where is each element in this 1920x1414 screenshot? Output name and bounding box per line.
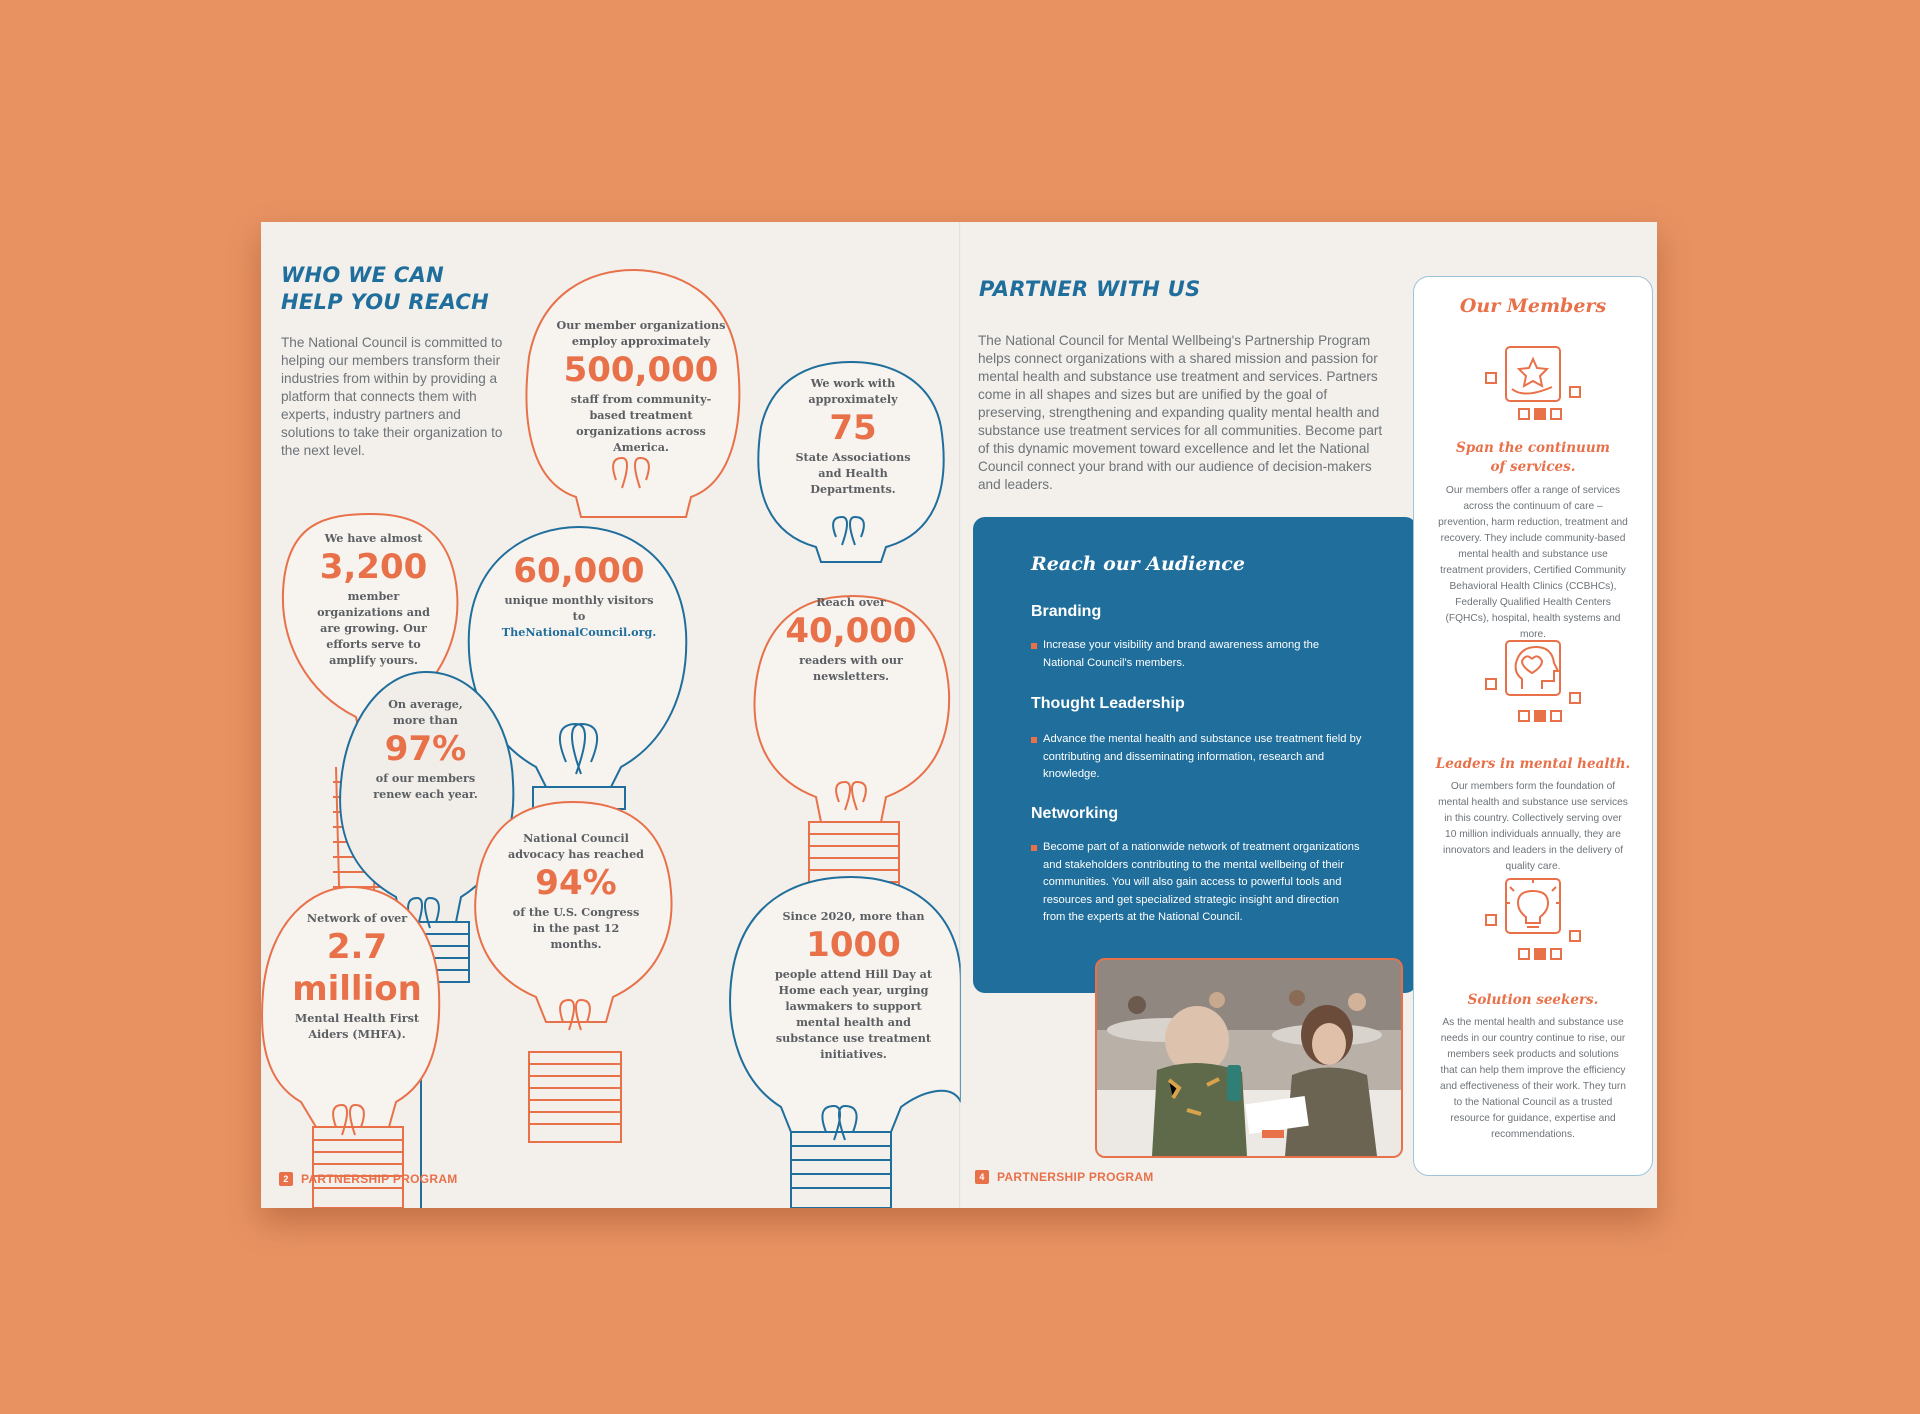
- page-number: 4: [975, 1170, 989, 1184]
- meeting-photo-illustration: [1097, 960, 1401, 1156]
- stat-500k: [556, 317, 726, 455]
- stat-post: of the U.S. Congress in the past 12 months.: [512, 905, 640, 951]
- member-text: Our members form the foundation of mental health and substance use services in this country. Collectively serving over 10 million individuals annually, they are innovators and leaders in the delivery of quality care.: [1438, 781, 1628, 872]
- event-photo: [1095, 958, 1403, 1158]
- panel-title: Reach our Audience: [1031, 553, 1245, 575]
- stat-value: 94%: [535, 863, 617, 903]
- bullet-text: Become part of a nationwide network of treatment organizations and stakeholders contributing to the mental wellbeing of their communities. You will also gain access to powerful tools and resources and get specialized strategic insight and direction from the experts at the National Council.: [1031, 839, 1363, 927]
- stat-75: [783, 375, 923, 497]
- stat-value: 1000: [806, 925, 901, 965]
- heading-line: WHO WE CAN: [281, 263, 444, 287]
- stat-value: 60,000: [513, 551, 645, 591]
- page-footer: [279, 1172, 458, 1186]
- stat-pre: Our member organizations employ approximately: [556, 318, 726, 348]
- stat-60k: [499, 550, 659, 640]
- stat-97: [373, 696, 478, 802]
- stat-post: readers with our newsletters.: [799, 653, 903, 683]
- partner-paragraph: The National Council for Mental Wellbeing's Partnership Program helps connect organizations with a shared mission and passion for mental health and substance use treatment and services. Partners come in all shapes and sizes but are unified by the goal of preserving, strengthening and expanding quality mental health and substance use treatment services for all communities. Become part of this dynamic movement toward excellence and let the National Council connect your brand with our audience of decision-makers and leaders.: [978, 333, 1383, 492]
- page-heading: [281, 262, 489, 316]
- intro-paragraph: The National Council is committed to helping our members transform their industries from within by providing a platform that connects them with experts, industry partners and solutions to take their organization to the next level.: [281, 335, 503, 458]
- page-footer: [975, 1170, 1154, 1184]
- stat-value: 75: [829, 408, 877, 448]
- stat-pre: We have almost: [324, 531, 423, 545]
- stat-pre: Network of over: [306, 911, 408, 925]
- section-heading: Thought Leadership: [1031, 695, 1185, 712]
- footer-label: PARTNERSHIP PROGRAM: [301, 1172, 458, 1186]
- bullet-text: Advance the mental health and substance use treatment field by contributing and disseminating information, research and knowledge.: [1031, 731, 1363, 784]
- bullet-text: Increase your visibility and brand awareness among the National Council's members.: [1031, 637, 1363, 672]
- footer-label: PARTNERSHIP PROGRAM: [997, 1170, 1154, 1184]
- stat-2-7m: [273, 910, 441, 1042]
- heading-line: Leaders in mental health.: [1435, 756, 1631, 772]
- stat-post: member organizations and are growing. Our efforts serve to amplify yours.: [317, 589, 430, 667]
- stat-post: Mental Health First Aiders (MHFA).: [294, 1011, 420, 1041]
- head-heart-icon: [1414, 639, 1652, 739]
- section-heading: Branding: [1031, 603, 1102, 620]
- member-heading: [1414, 991, 1652, 1010]
- left-page: [261, 222, 961, 1208]
- reach-audience-panel: [973, 517, 1417, 993]
- lightbulb-icon: [1414, 877, 1652, 977]
- page-heading: PARTNER WITH US: [979, 277, 1201, 301]
- stat-pre: Since 2020, more than: [782, 909, 925, 923]
- stat-pre: National Council advocacy has reached: [507, 831, 645, 861]
- stat-pre: On average, more than: [388, 697, 463, 727]
- stat-post: staff from community-based treatment organizations across America.: [570, 392, 712, 454]
- heading-line: Span the continuum: [1456, 440, 1610, 456]
- section-heading: Networking: [1031, 805, 1119, 822]
- heading-line: Solution seekers.: [1467, 992, 1599, 1008]
- right-page: [961, 222, 1657, 1208]
- hand-star-icon: [1414, 339, 1652, 439]
- our-members-panel: [1413, 276, 1653, 1176]
- stat-1000: [766, 908, 941, 1062]
- member-text: Our members offer a range of services across the continuum of care – prevention, harm reduction, treatment and recovery. They include community-based mental health and substance use treatment providers, Certified Community Behavioral Health Clinics (CCBHCs), Federally Qualified Health Centers (FQHCs), hospital, health systems and more.: [1438, 485, 1628, 640]
- stat-94: [506, 830, 646, 952]
- member-text: As the mental health and substance use needs in our country continue to rise, our members seek products and solutions that can help them improve the efficiency and effectiveness of their work. They turn to the National Council as a trusted resource for guidance, expertise and recommendations.: [1440, 1017, 1626, 1140]
- stat-pre: We work with approximately: [808, 376, 898, 406]
- stat-post: State Associations and Health Departments.: [795, 450, 911, 496]
- heading-line: HELP YOU REACH: [281, 290, 489, 314]
- panel-title: Our Members: [1459, 295, 1607, 317]
- stat-value: 3,200: [319, 547, 428, 587]
- brochure-spread: [261, 222, 1657, 1208]
- stat-post: people attend Hill Day at Home each year, urging lawmakers to support mental health and substance use treatment initiatives.: [774, 967, 933, 1061]
- stat-value: 2.7 million: [292, 927, 422, 1009]
- website-link[interactable]: TheNationalCouncil.org.: [501, 625, 657, 639]
- stat-40k: [776, 594, 926, 684]
- stat-value: 500,000: [563, 350, 719, 390]
- stat-value: 97%: [384, 729, 467, 769]
- stat-3200: [306, 530, 441, 668]
- member-heading: [1414, 439, 1652, 477]
- member-heading: [1414, 755, 1652, 774]
- stat-value: 40,000: [785, 611, 917, 651]
- stat-pre: Reach over: [816, 595, 886, 609]
- heading-line: of services.: [1490, 459, 1576, 475]
- stat-post: unique monthly visitors to: [504, 593, 654, 623]
- page-number: 2: [279, 1172, 293, 1186]
- stat-post: of our members renew each year.: [373, 771, 478, 801]
